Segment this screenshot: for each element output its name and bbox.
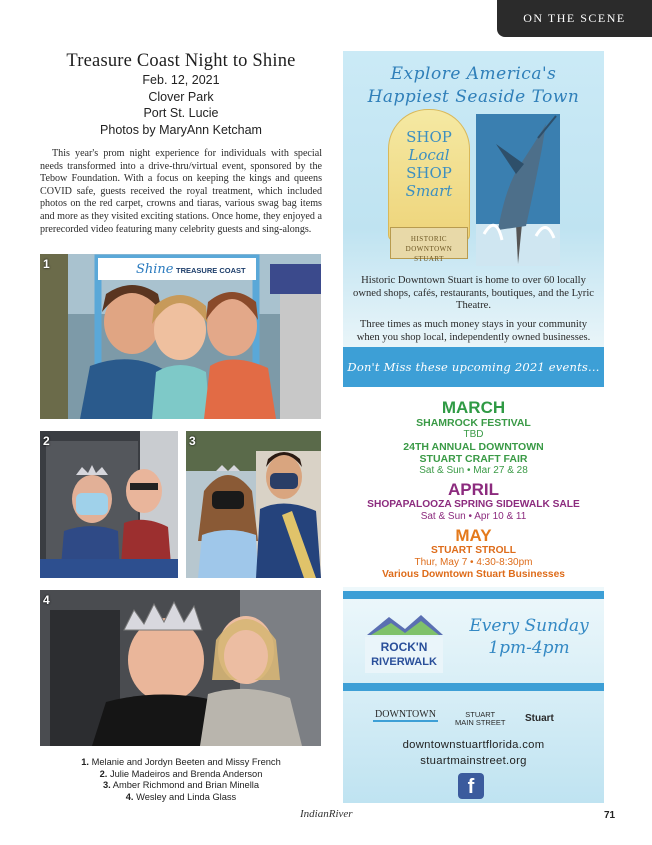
rock-text-2: RIVERWALK (371, 656, 437, 668)
ad-headline-1: Explore America's (390, 64, 557, 84)
downtown-logo: DOWNTOWN (375, 709, 436, 720)
plaque-line-2: DOWNTOWN STUART (405, 245, 453, 263)
main-street-logo-line-2: MAIN STREET (455, 718, 506, 727)
event-craft-line-2: STUART CRAFT FAIR (419, 453, 528, 465)
photo-1 (40, 254, 321, 419)
article-city: Port St. Lucie (143, 106, 219, 120)
event-march (343, 399, 604, 477)
event-shopapalooza: SHOPAPALOOZA SPRING SIDEWALK SALE (367, 499, 580, 510)
mid-stripe (343, 683, 604, 691)
photo-3-number: 3 (189, 434, 196, 448)
sign-plaque (390, 227, 468, 263)
events-banner: Don't Miss these upcoming 2021 events... (343, 347, 604, 387)
event-shamrock: SHAMROCK FESTIVAL (416, 417, 531, 429)
event-craft-date: Sat & Sun • Mar 27 & 28 (419, 465, 528, 476)
stuart-logo: Stuart (525, 713, 554, 724)
ad-top-panel (343, 51, 604, 347)
event-stroll: STUART STROLL (431, 545, 516, 556)
photo-4 (40, 590, 321, 746)
shop-local-sign (388, 109, 470, 241)
every-sunday (461, 615, 597, 659)
event-stroll-date: Thur, May 7 • 4:30-8:30pm (414, 557, 533, 568)
article-venue: Clover Park (148, 89, 214, 104)
photo-2 (40, 431, 178, 578)
main-street-logo-line-1: STUART (465, 710, 496, 719)
photo-frame-text: TREASURE COAST (176, 266, 246, 275)
article-title: Treasure Coast Night to Shine (66, 51, 296, 71)
event-may (343, 527, 604, 581)
photo-3 (186, 431, 321, 578)
event-shamrock-date: TBD (463, 429, 484, 440)
caption-2: 2. Julie Madeiros and Brenda Anderson (99, 768, 263, 779)
sponsor-logos (373, 705, 583, 733)
every-sunday-line-1: Every Sunday (469, 616, 589, 636)
photo-3-image (186, 431, 321, 578)
photo-credit: Photos by MaryAnn Ketcham (100, 122, 262, 137)
month-may: MAY (455, 526, 492, 545)
event-craft-line-1: 24TH ANNUAL DOWNTOWN (403, 441, 544, 453)
sign-word-1: SHOP (406, 128, 452, 146)
caption-1: 1. Melanie and Jordyn Beeten and Missy French (81, 757, 281, 767)
url-downtown[interactable]: downtownstuartflorida.com (402, 739, 545, 751)
photo-2-image (40, 431, 178, 578)
main-street-logo (455, 711, 505, 727)
article-body: This year's prom night experience for individuals with special needs transformed into a drive-thru/virtual event, sponsored by the Tebow Foundation. With a focus on keeping the kings and queens COVID safe, guests received the royal treatment, which included photos on the red carpet, crowns and tiaras, various swag bag items and more as they visited exciting stations. Once home, they enjoyed a prerecorded video featuring many celebrity guests and sing-alongs. (40, 148, 322, 235)
month-march: MARCH (441, 398, 506, 417)
sailfish-statue-image (476, 114, 560, 266)
rock-text-1: ROCK'N (380, 640, 428, 654)
photo-captions (40, 757, 322, 803)
ad-paragraph-2: Three times as much money stays in your community when you shop local, independently owned businesses. (356, 319, 591, 343)
caption-3: 3. Amber Richmond and Brian Minella (102, 780, 260, 791)
sign-word-3: SHOP (406, 164, 452, 182)
article-date: Feb. 12, 2021 (142, 73, 220, 87)
event-stroll-location: Various Downtown Stuart Businesses (382, 569, 565, 580)
ad-urls (343, 737, 604, 769)
event-april (343, 481, 604, 523)
ad-bottom-panel (343, 587, 604, 803)
advertisement (343, 51, 604, 803)
photo-1-number: 1 (43, 257, 50, 271)
every-sunday-line-2: 1pm-4pm (488, 638, 570, 658)
event-shopapalooza-date: Sat & Sun • Apr 10 & 11 (420, 511, 527, 522)
rockn-riverwalk-logo (361, 607, 447, 677)
section-tag: ON THE SCENE (497, 0, 652, 37)
ad-headline-2: Happiest Seaside Town (367, 87, 580, 107)
month-april: APRIL (448, 480, 499, 499)
photo-2-number: 2 (43, 434, 50, 448)
ad-events-panel (343, 347, 604, 587)
photo-frame-script: Shine (136, 262, 174, 277)
magazine-logo: IndianRiver (300, 808, 353, 820)
top-stripe (343, 591, 604, 599)
article (40, 50, 322, 236)
caption-4: 4. Wesley and Linda Glass (125, 791, 237, 802)
sign-word-2: Local (408, 146, 450, 164)
sign-word-4: Smart (405, 182, 453, 200)
ad-paragraph-1: Historic Downtown Stuart is home to over 60 locally owned shops, cafés, restaurants, boutiques, and the Lyric Theatre. (353, 275, 594, 311)
plaque-line-1: HISTORIC (410, 235, 448, 243)
page-number: 71 (604, 810, 616, 821)
photo-4-number: 4 (43, 593, 50, 607)
url-mainstreet[interactable]: stuartmainstreet.org (420, 755, 527, 767)
photo-1-image (40, 254, 321, 419)
photo-4-image (40, 590, 321, 746)
facebook-icon[interactable]: f (458, 773, 484, 799)
